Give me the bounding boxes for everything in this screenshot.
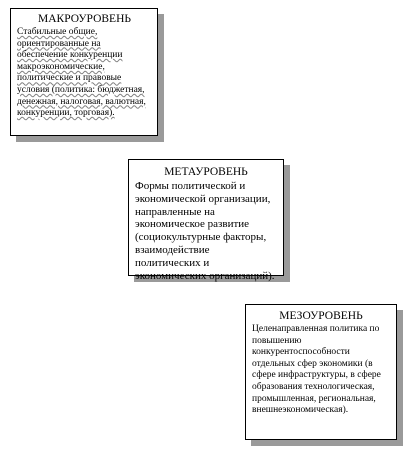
meta-level-description: Формы политической и экономической организации, направленные на экономическое развитие (социокультурные факторы, взаимодействие политических и экономических организаций). xyxy=(135,180,275,282)
meso-level-description: Целенаправленная политика по повышению конкурентоспособности отдельных сфер экономики (в сфере инфраструктуры, в сфере образования технологическая, промышленная, региональная, внешнеэкономическая). xyxy=(252,324,381,416)
macro-level-box xyxy=(10,8,158,136)
meso-level-title: МЕЗОУРОВЕНЬ xyxy=(279,310,363,322)
meta-level-title: МЕТАУРОВЕНЬ xyxy=(164,166,248,178)
macro-level-title: МАКРОУРОВЕНЬ xyxy=(38,13,131,25)
meta-level-box xyxy=(128,159,284,282)
macro-level-description: Стабильные общие, ориентированные на обеспечение конкуренции макроэкономические, политические и правовые условия (политика: бюджетная, денежная, налоговая, валютная, конкуренции, торговая). xyxy=(17,27,146,119)
meso-level-box xyxy=(245,304,397,440)
